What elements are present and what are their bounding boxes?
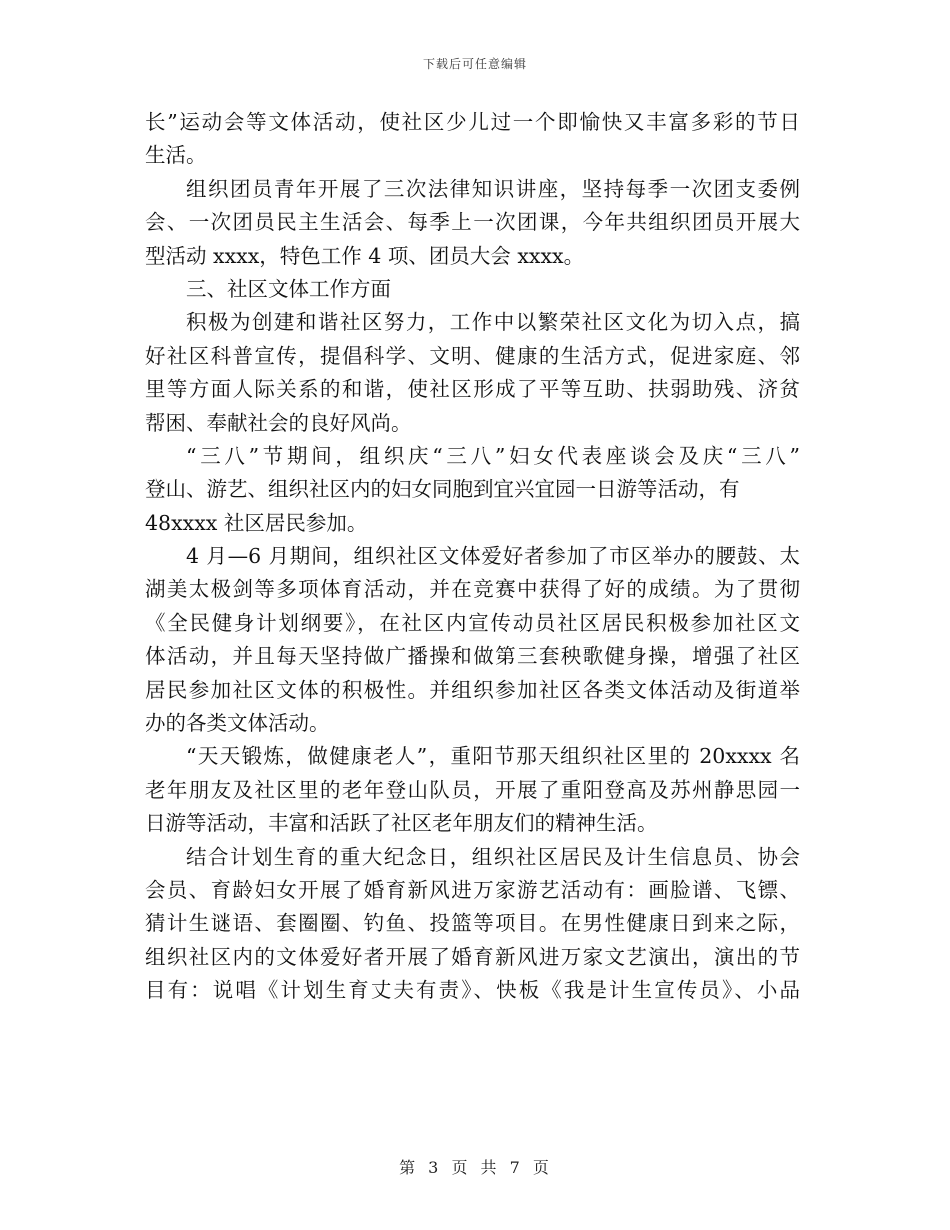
text-line: 湖美太极剑等多项体育活动，并在竞赛中获得了好的成绩。为了贯彻: [145, 577, 800, 602]
paragraph-start-line: “三八”节期间，组织庆“三八”妇女代表座谈会及庆“三八”: [186, 443, 800, 468]
text-line: 登山、游艺、组织社区内的妇女同胞到宜兴宜园一日游等活动，有: [145, 477, 740, 502]
section-heading: 三、社区文体工作方面: [186, 276, 391, 301]
text-line: 型活动 xxxx，特色工作 4 项、团员大会 xxxx。: [145, 243, 585, 268]
text-line: 老年朋友及社区里的老年登山队员，开展了重阳登高及苏州静思园一: [145, 777, 800, 802]
text-line: 会、一次团员民主生活会、每季上一次团课，今年共组织团员开展大: [145, 210, 800, 235]
page-number-footer: 第 3 页 共 7 页: [399, 1158, 551, 1177]
page-header-note: 下载后可任意编辑: [422, 57, 527, 71]
text-line: 目有：说唱《计划生育丈夫有责》、快板《我是计生宣传员》、小品: [145, 978, 800, 1003]
paragraph-start-line: “天天锻炼，做健康老人”，重阳节那天组织社区里的 20xxxx 名: [186, 744, 800, 769]
text-line: 48xxxx 社区居民参加。: [145, 510, 368, 535]
text-line: 帮困、奉献社会的良好风尚。: [145, 410, 412, 435]
text-line: 《全民健身计划纲要》，在社区内宣传动员社区居民积极参加社区文: [145, 610, 800, 635]
paragraph-start-line: 4 月—6 月期间，组织社区文体爱好者参加了市区举办的腰鼓、太: [186, 544, 800, 569]
text-line: 里等方面人际关系的和谐，使社区形成了平等互助、扶弱助残、济贫: [145, 377, 800, 402]
text-line: 日游等活动，丰富和活跃了社区老年朋友们的精神生活。: [145, 811, 658, 836]
text-line: 好社区科普宣传，提倡科学、文明、健康的生活方式，促进家庭、邻: [145, 343, 800, 368]
text-line: 组织社区内的文体爱好者开展了婚育新风进万家文艺演出，演出的节: [145, 944, 800, 969]
paragraph-start-line: 积极为创建和谐社区努力，工作中以繁荣社区文化为切入点，搞: [186, 310, 800, 335]
text-line: 体活动，并且每天坚持做广播操和做第三套秧歌健身操，增强了社区: [145, 644, 800, 669]
text-line: 生活。: [145, 143, 207, 168]
paragraph-start-line: 组织团员青年开展了三次法律知识讲座，坚持每季一次团支委例: [186, 176, 800, 201]
text-line: 长”运动会等文体活动，使社区少儿过一个即愉快又丰富多彩的节日: [145, 110, 800, 134]
text-line: 居民参加社区文体的积极性。并组织参加社区各类文体活动及街道举: [145, 677, 800, 702]
text-line: 猜计生谜语、套圈圈、钓鱼、投篮等项目。在男性健康日到来之际，: [145, 911, 800, 936]
paragraph-start-line: 结合计划生育的重大纪念日，组织社区居民及计生信息员、协会: [186, 844, 800, 869]
text-line: 会员、育龄妇女开展了婚育新风进万家游艺活动有：画脸谱、飞镖、: [145, 877, 800, 902]
text-line: 办的各类文体活动。: [145, 711, 330, 736]
document-body: [145, 106, 800, 1008]
